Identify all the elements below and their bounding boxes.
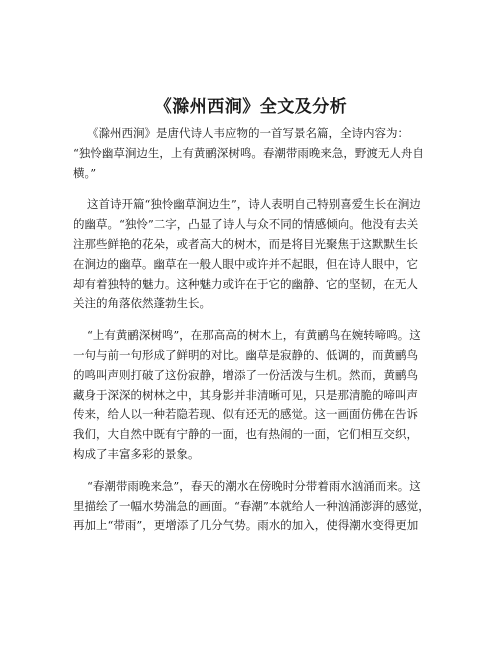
text-line: 我们，大自然中既有宁静的一面，也有热闹的一面，它们相互交织，	[73, 427, 418, 442]
paragraph-3	[73, 326, 438, 465]
text-line: 里描绘了一幅水势湍急的画面。“春潮”本就给人一种汹涌澎湃的感觉，	[73, 498, 430, 513]
text-line: 的幽草。“独怜”二字，凸显了诗人与众不同的情感倾向。他没有去关	[73, 217, 419, 232]
text-line: 《滁州西涧》是唐代诗人韦应物的一首写景名篇，全诗内容为：	[87, 126, 409, 140]
paragraph-1	[73, 124, 438, 183]
text-line: 横。”	[73, 165, 97, 180]
text-line: “春潮带雨晚来急”，春天的潮水在傍晚时分带着雨水汹涌而来。这	[87, 478, 421, 493]
paragraph-4	[73, 477, 438, 536]
text-line: 构成了丰富多彩的景象。	[73, 446, 200, 461]
text-line: 传来，给人以一种若隐若现、似有还无的感觉。这一画面仿佛在告诉	[73, 407, 418, 422]
text-line: 的鸣叫声则打破了这份寂静，增添了一份活泼与生机。然而，黄鹂鸟	[73, 367, 418, 382]
document-title: 《滁州西涧》全文及分析	[154, 97, 348, 117]
text-line: 再加上“带雨”，更增添了几分气势。雨水的加入，使得潮水变得更加	[73, 518, 419, 533]
text-line: “独怜幽草涧边生，上有黄鹂深树鸣。春潮带雨晚来急，野渡无人舟自	[73, 145, 424, 160]
document-body	[73, 124, 438, 548]
text-line: 却有着独特的魅力。这种魅力或许在于它的幽静、它的坚韧，在无人	[73, 276, 418, 291]
text-line: 关注的角落依然蓬勃生长。	[73, 296, 211, 311]
text-line: “上有黄鹂深树鸣”，在那高高的树木上，有黄鹂鸟在婉转啼鸣。这	[87, 328, 421, 343]
text-line: 一句与前一句形成了鲜明的对比。幽草是寂静的、低调的，而黄鹂鸟	[73, 347, 418, 362]
paragraph-2	[73, 195, 438, 314]
text-line: 藏身于深深的树林之中，其身影并非清晰可见，只是那清脆的啼叫声	[73, 387, 418, 402]
text-line: 注那些鲜艳的花朵，或者高大的树木，而是将目光聚焦于这默默生长	[73, 236, 418, 251]
text-line: 这首诗开篇“独怜幽草涧边生”，诗人表明自己特别喜爱生长在涧边	[87, 197, 421, 212]
text-line: 在涧边的幽草。幽草在一般人眼中或许并不起眼，但在诗人眼中，它	[73, 256, 418, 271]
